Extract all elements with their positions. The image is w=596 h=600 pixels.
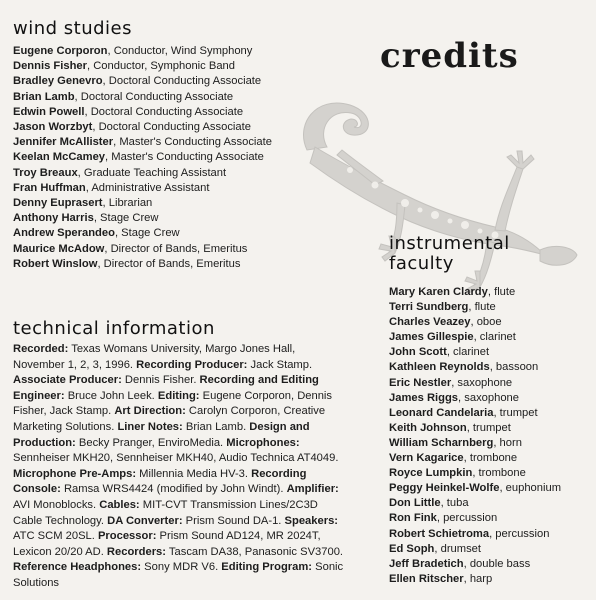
person-name: James Riggs [389,391,459,404]
person-instrument: , clarinet [473,331,516,344]
person-name: Jeff Bradetich [389,557,464,570]
person-instrument: , harp [463,572,493,585]
person-instrument: , horn [493,436,522,449]
wind-studies-row [13,242,272,257]
person-name: John Scott [389,346,447,359]
person-name: Keelan McCamey [13,151,106,164]
person-role: , Conductor, Symphonic Band [86,60,235,73]
person-name: Ron Fink [389,512,437,525]
person-name: Ed Soph [389,542,435,555]
tech-label: Processor: [97,530,157,543]
person-role: , Director of Bands, Emeritus [97,257,241,270]
tech-text: Texas Womans University, Margo Jones Hall, November 1, 2, 3, 1996. [13,343,296,371]
person-name: William Scharnberg [389,436,494,449]
person-role: , Conductor, Wind Symphony [107,45,253,57]
tech-text: MIT-CVT Transmission Lines/2C3D Cable Technology. [13,498,318,527]
person-name: Eric Nestler [389,376,452,389]
person-role: , Doctoral Conducting Associate [102,75,262,88]
faculty-row [389,315,561,330]
person-name: Fran Huffman [13,181,86,194]
person-instrument: , percussion [436,512,498,525]
tech-label: Art Direction: [114,405,186,418]
instrumental-faculty-list [389,285,561,587]
person-instrument: , trombone [472,467,526,480]
wind-studies-row [13,196,272,211]
tech-text: Jack Stamp. [247,358,313,371]
person-name: Ellen Ritscher [389,572,464,585]
tech-text: Millennia Media HV-3. [136,467,252,480]
tech-label: DA Converter: [107,514,183,527]
tech-text: Eugene Corporon, Dennis Fisher, Jack Stamp. [13,389,333,418]
wind-studies-row [13,135,272,150]
person-role: , Administrative Assistant [85,181,210,194]
person-name: Dennis Fisher [13,60,87,73]
person-name: Denny Euprasert [13,197,103,210]
wind-studies-row [13,59,272,74]
tech-text: Tascam DA38, Panasonic SV3700. [166,545,344,558]
tech-label: Editing Program: [221,561,313,574]
faculty-title-line-1: instrumental [389,233,510,254]
tech-label: Microphones: [226,436,300,449]
person-name: Peggy Heinkel-Wolfe [389,482,500,495]
person-instrument: , saxophone [451,376,513,389]
tech-text: Prism Sound AD124, MR 2024T, Lexicon 20/20 AD. [13,530,321,558]
person-role: , Doctoral Conducting Associate [74,90,234,103]
person-role: , Graduate Teaching Assistant [77,166,227,179]
tech-text: ATC SCM 20SL. [13,530,98,543]
faculty-row [389,496,561,511]
technical-info-title: technical information [13,318,215,339]
faculty-row [389,330,561,345]
tech-label: Recording Console: [13,467,307,496]
person-name: Anthony Harris [13,212,94,225]
person-name: Troy Breaux [13,166,78,179]
tech-text: Sonic Solutions [13,561,344,589]
faculty-row [389,300,561,315]
technical-info-body [13,342,348,592]
person-instrument: , percussion [489,527,550,540]
tech-text: Becky Pranger, EnviroMedia. [75,436,227,449]
person-role: , Stage Crew [114,227,180,240]
wind-studies-title: wind studies [13,18,133,39]
tech-label: Editing: [157,389,200,402]
tech-label: Recorders: [106,545,166,558]
person-name: Maurice McAdow [13,242,105,255]
wind-studies-row [13,257,272,272]
tech-label: Recorded: [13,343,69,355]
faculty-row [389,527,561,542]
person-name: Jason Worzbyt [13,121,93,134]
tech-label: Amplifier: [286,483,339,496]
person-instrument: , trumpet [493,406,538,419]
tech-label: Speakers: [284,514,339,527]
person-name: Jennifer McAllister [13,136,114,149]
wind-studies-row [13,211,272,226]
tech-label: Liner Notes: [117,420,183,433]
credits-title: credits [380,36,519,76]
faculty-row [389,542,561,557]
person-name: Royce Lumpkin [389,467,473,480]
person-name: James Gillespie [389,331,474,344]
person-instrument: , euphonium [499,482,562,495]
wind-studies-row [13,74,272,89]
wind-studies-list [13,44,272,272]
faculty-row [389,285,561,300]
faculty-row [389,376,561,391]
person-instrument: , tuba [440,497,469,510]
tech-text: Dennis Fisher. [121,374,200,387]
person-role: , Master's Conducting Associate [113,136,272,149]
tech-label: Recording and Editing Engineer: [13,374,319,402]
person-name: Don Little [389,497,441,510]
person-role: , Master's Conducting Associate [105,151,264,164]
faculty-row [389,436,561,451]
person-instrument: , double bass [463,557,531,570]
wind-studies-row [13,120,272,135]
person-instrument: , drumset [434,542,482,555]
person-name: Bradley Genevro [13,75,103,88]
tech-label: Associate Producer: [13,374,122,387]
faculty-row [389,572,561,587]
person-role: , Librarian [102,197,153,210]
person-name: Brian Lamb [13,90,75,103]
wind-studies-row [13,90,272,105]
tech-text: Prism Sound DA-1. [182,514,285,527]
tech-text: Sony MDR V6. [141,561,222,574]
wind-studies-row [13,226,272,241]
tech-label: Design and Production: [13,420,310,449]
faculty-row [389,481,561,496]
tech-text: Carolyn Corporon, Creative Marketing Solutions. [13,405,326,433]
wind-studies-row [13,166,272,181]
faculty-title-line-2: faculty [389,253,454,274]
tech-label: Recording Producer: [136,358,248,371]
person-role: , Doctoral Conducting Associate [84,105,244,118]
person-name: Mary Karen Clardy [389,286,488,298]
person-name: Eugene Corporon [13,45,108,57]
tech-label: Reference Headphones: [13,561,142,574]
wind-studies-row [13,44,272,59]
person-name: Edwin Powell [13,105,85,118]
tech-text: Bruce John Leek. [64,389,158,402]
tech-label: Microphone Pre-Amps: [13,467,137,480]
person-instrument: , bassoon [489,361,539,374]
tech-label: Cables: [99,498,140,511]
person-instrument: , clarinet [446,346,490,359]
faculty-row [389,406,561,421]
faculty-row [389,451,561,466]
faculty-row [389,466,561,481]
tech-text: AVI Monoblocks. [13,498,100,511]
person-instrument: , flute [468,301,496,314]
person-role: , Doctoral Conducting Associate [92,121,251,134]
person-name: Robert Winslow [13,257,98,270]
person-role: , Stage Crew [93,212,159,225]
person-instrument: , oboe [470,316,502,329]
person-instrument: , flute [487,286,516,298]
person-name: Terri Sundberg [389,301,469,314]
faculty-row [389,345,561,360]
person-instrument: , saxophone [458,391,519,404]
faculty-row [389,421,561,436]
person-name: Kathleen Reynolds [389,361,490,374]
tech-text: Brian Lamb. [182,420,250,433]
person-instrument: , trombone [463,452,518,465]
person-name: Leonard Candelaria [389,406,494,419]
person-role: , Director of Bands, Emeritus [104,242,248,255]
wind-studies-row [13,105,272,120]
tech-text: Sennheiser MKH20, Sennheiser MKH40, Audio Technica AT4049. [13,452,339,465]
faculty-row [389,360,561,375]
instrumental-faculty-title [389,234,510,274]
wind-studies-row [13,181,272,196]
faculty-row [389,557,561,572]
person-instrument: , trumpet [466,421,511,434]
person-name: Vern Kagarice [389,452,464,465]
faculty-row [389,511,561,526]
tech-text: Ramsa WRS4424 (modified by John Windt). [60,483,287,496]
wind-studies-row [13,150,272,165]
person-name: Charles Veazey [389,316,471,329]
person-name: Robert Schietroma [389,527,490,540]
person-name: Keith Johnson [389,421,467,434]
faculty-row [389,391,561,406]
person-name: Andrew Sperandeo [13,227,115,240]
